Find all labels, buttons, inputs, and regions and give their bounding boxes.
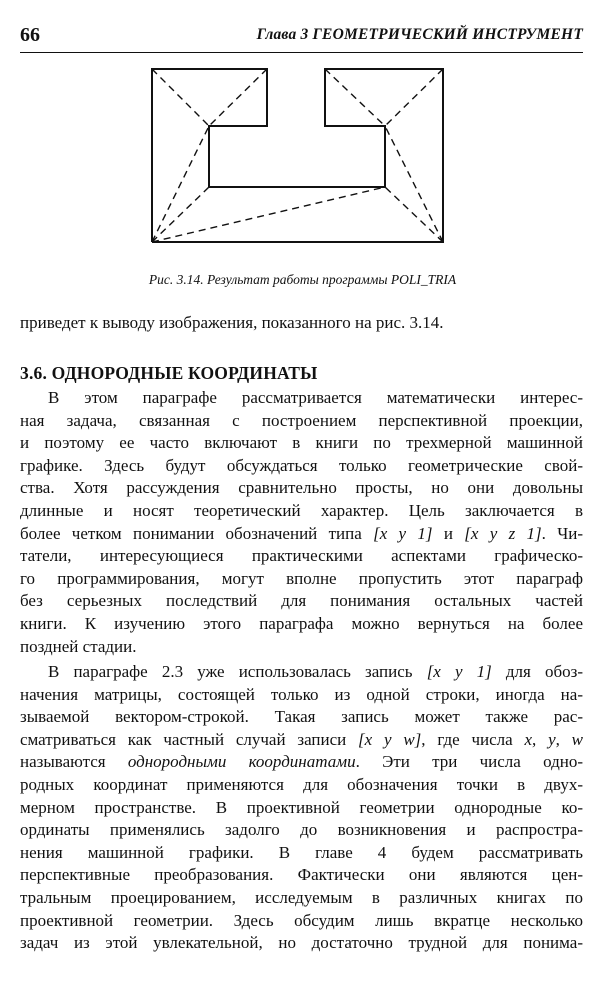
p2-line-6: родных координат применяются для обозначения точки в двух- [20, 775, 583, 794]
p1-line-8: татели, интересующиеся практическими аспектами графическо- [20, 546, 583, 566]
p1-line-5: ства. Хотя рассуждения сравнительно просты, но они довольны [20, 478, 583, 498]
diagonal-3 [152, 126, 209, 242]
p2-line-7: мерном пространстве. В проективной геометрии однородные ко- [20, 797, 583, 817]
p2-line-1: В параграфе 2.3 уже использовалась запись [x y 1] для обоз- [48, 662, 583, 681]
p1-line-1: В этом параграфе рассматривается математически интерес- [48, 388, 583, 407]
p2-line-2: начения матрицы, состоящей только из одной строки, иногда на- [20, 684, 583, 704]
p1-line-9: го программирования, могут вполне пропустить этот параграф [20, 568, 583, 588]
diagonal-4 [152, 187, 209, 242]
p2-line-8: ординаты применялись задолго до возникновения и распростра- [20, 820, 583, 840]
diagonal-2 [209, 69, 267, 126]
section-heading: 3.6. ОДНОРОДНЫЕ КООРДИНАТЫ [20, 363, 318, 383]
p1-line-7: более четком понимании обозначений типа [x y 1] и [x y z 1]. Чи- [20, 523, 584, 543]
diagonal-5 [152, 187, 385, 242]
p1-line-12: поздней стадии. [20, 636, 137, 656]
p2-line-11: тральным проецированием, исследуемым в различных книгах по [20, 888, 583, 907]
figure-caption: Рис. 3.14. Результат работы программы POLI_TRIA [148, 272, 457, 287]
p1-line-3: и поэтому ее часто включают в книги по трехмерной машинной [20, 433, 583, 453]
header-rule [20, 52, 583, 53]
diagonal-9 [385, 69, 443, 126]
diagonal-6 [385, 187, 443, 242]
intro-line: приведет к выводу изображения, показанного на рис. 3.14. [20, 313, 444, 332]
p2-line-10: перспективные преобразования. Фактически они являются цен- [20, 865, 583, 885]
p2-line-9: нения машинной графики. В главе 4 будем рассматривать [20, 842, 583, 862]
diagonal-7 [385, 126, 443, 242]
p1-line-4: графике. Здесь будут обсуждаться только геометрические свой- [20, 455, 583, 475]
p1-line-11: книги. К изучению этого параграфа можно вернуться на более [20, 614, 583, 633]
p1-line-2: ная задача, связанная с построением перспективной проекции, [20, 410, 583, 430]
p2-line-5: называются однородными координатами. Эти три числа одно- [20, 752, 584, 772]
p2-line-13: задач из этой увлекательной, но достаточно трудной для понима- [20, 933, 583, 953]
running-title: Глава 3 ГЕОМЕТРИЧЕСКИЙ ИНСТРУМЕНТ [256, 26, 583, 43]
p1-line-10: без серьезных последствий для понимания остальных частей [20, 591, 583, 611]
page-number: 66 [20, 24, 40, 46]
p1-line-6: длинные и носят теоретический характер. Цель заключается в [20, 501, 583, 520]
figure-poli-tria [145, 62, 455, 252]
p2-line-3: зываемой вектором-строкой. Такая запись может также рас- [20, 707, 583, 727]
diagonal-1 [152, 69, 209, 126]
diagonal-8 [325, 69, 385, 126]
p2-line-4: сматриваться как частный случай записи [x y w], где числа x, y, w [20, 729, 584, 749]
page-header [20, 24, 583, 50]
p2-line-12: проективной геометрии. Здесь обсудим лишь вкратце несколько [20, 910, 583, 930]
